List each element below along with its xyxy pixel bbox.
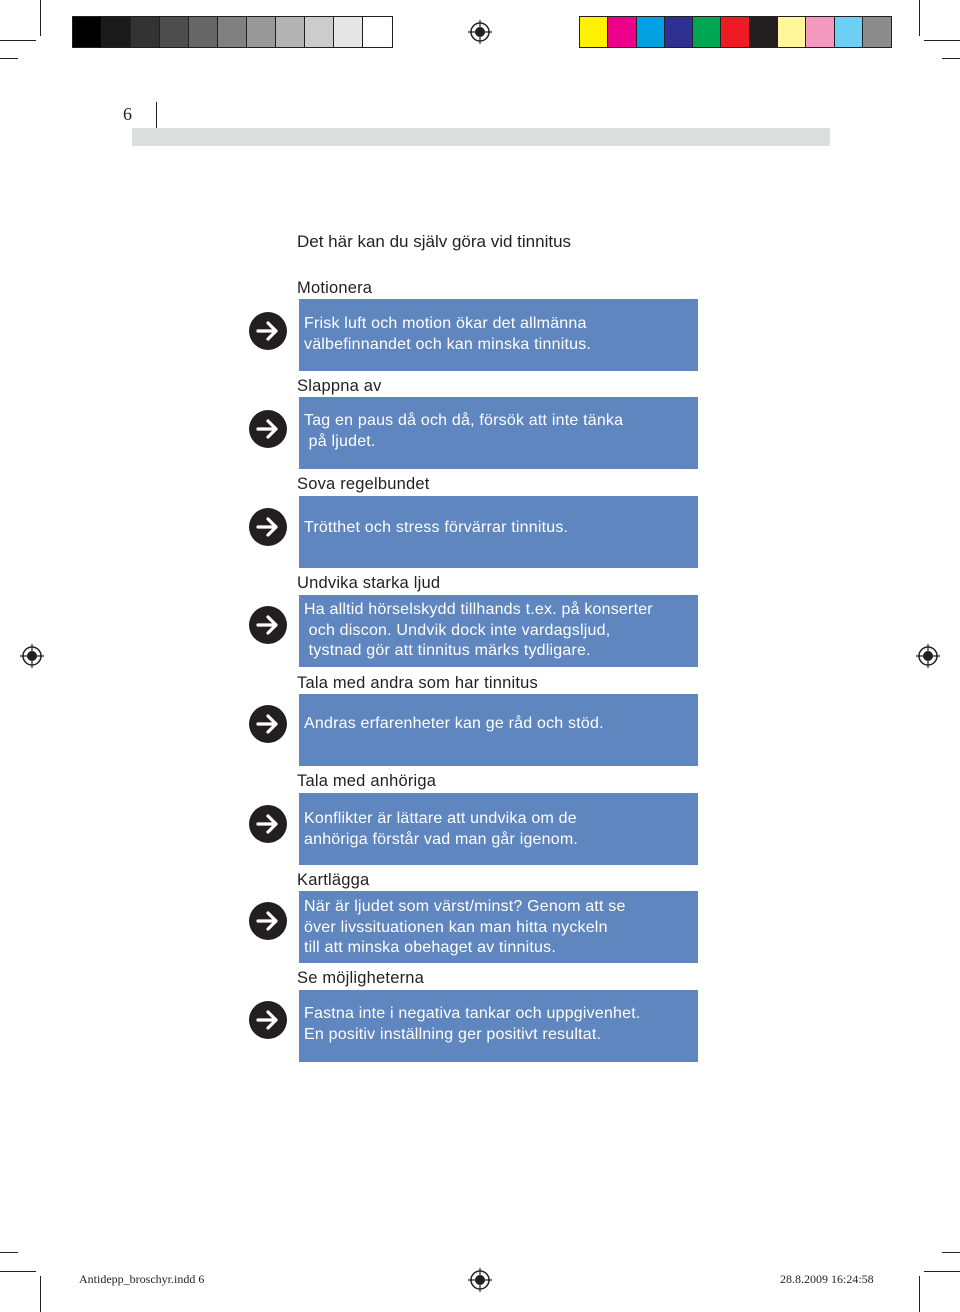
color-swatch — [131, 17, 160, 47]
section-text: Konflikter är lättare att undvika om de anhöriga förstår vad man går igenom. — [299, 793, 698, 865]
crop-mark — [0, 40, 36, 41]
section-text: Andras erfarenheter kan ge råd och stöd. — [299, 694, 698, 766]
color-swatch — [750, 17, 778, 47]
color-swatch — [73, 17, 102, 47]
color-swatch — [189, 17, 218, 47]
footer-filename: Antidepp_broschyr.indd 6 — [79, 1272, 205, 1286]
crop-mark — [919, 0, 920, 36]
color-swatch — [778, 17, 806, 47]
footer-timestamp: 28.8.2009 16:24:58 — [780, 1272, 874, 1286]
crop-mark — [0, 1271, 36, 1272]
color-swatch — [637, 17, 665, 47]
section-heading: Slappna av — [297, 377, 382, 395]
color-swatch — [218, 17, 247, 47]
section-heading: Sova regelbundet — [297, 475, 430, 493]
header-bar — [132, 128, 830, 146]
page-title: Det här kan du själv göra vid tinnitus — [297, 232, 572, 251]
color-swatch — [580, 17, 608, 47]
section-text: När är ljudet som värst/minst? Genom att se över livssituationen kan man hitta nyckeln till att minska obehaget av tinnitus. — [299, 891, 698, 963]
color-swatch-strip — [579, 16, 892, 48]
color-swatch — [721, 17, 749, 47]
section-heading: Motionera — [297, 279, 373, 297]
crop-mark — [0, 1252, 18, 1253]
registration-mark-icon — [20, 644, 44, 668]
arrow-right-icon — [249, 1001, 287, 1039]
section-text: Frisk luft och motion ökar det allmänna välbefinnandet och kan minska tinnitus. — [299, 299, 698, 371]
section-text: Trötthet och stress förvärrar tinnitus. — [299, 496, 698, 568]
grey-swatch-strip — [72, 16, 393, 48]
registration-mark-icon — [468, 20, 492, 44]
color-swatch — [334, 17, 363, 47]
color-swatch — [693, 17, 721, 47]
crop-mark — [942, 1252, 960, 1253]
color-swatch — [863, 17, 891, 47]
section-text: Tag en paus då och då, försök att inte tänka på ljudet. — [299, 397, 698, 469]
section-heading: Kartlägga — [297, 871, 370, 889]
arrow-right-icon — [249, 606, 287, 644]
arrow-right-icon — [249, 508, 287, 546]
crop-mark — [40, 0, 41, 36]
crop-mark — [924, 1271, 960, 1272]
color-swatch — [276, 17, 305, 47]
section-heading: Tala med andra som har tinnitus — [297, 674, 538, 692]
color-swatch — [305, 17, 334, 47]
color-swatch — [665, 17, 693, 47]
crop-mark — [942, 58, 960, 59]
color-swatch — [608, 17, 636, 47]
arrow-right-icon — [249, 805, 287, 843]
section-text: Fastna inte i negativa tankar och uppgivenhet. En positiv inställning ger positivt resultat. — [299, 990, 698, 1062]
crop-mark — [924, 40, 960, 41]
arrow-right-icon — [249, 410, 287, 448]
registration-mark-icon — [916, 644, 940, 668]
color-swatch — [835, 17, 863, 47]
page-number: 6 — [123, 104, 132, 124]
arrow-right-icon — [249, 902, 287, 940]
section-text: Ha alltid hörselskydd tillhands t.ex. på konserter och discon. Undvik dock inte vardagsljud, tystnad gör att tinnitus märks tydligare. — [299, 595, 698, 667]
crop-mark — [0, 58, 18, 59]
color-swatch — [247, 17, 276, 47]
color-swatch — [102, 17, 131, 47]
section-heading: Tala med anhöriga — [297, 772, 437, 790]
color-swatch — [363, 17, 392, 47]
color-swatch — [160, 17, 189, 47]
color-swatch — [806, 17, 834, 47]
registration-mark-icon — [468, 1268, 492, 1292]
crop-mark — [40, 1276, 41, 1312]
crop-mark — [919, 1276, 920, 1312]
arrow-right-icon — [249, 312, 287, 350]
section-heading: Se möjligheterna — [297, 969, 425, 987]
arrow-right-icon — [249, 705, 287, 743]
section-heading: Undvika starka ljud — [297, 574, 441, 592]
